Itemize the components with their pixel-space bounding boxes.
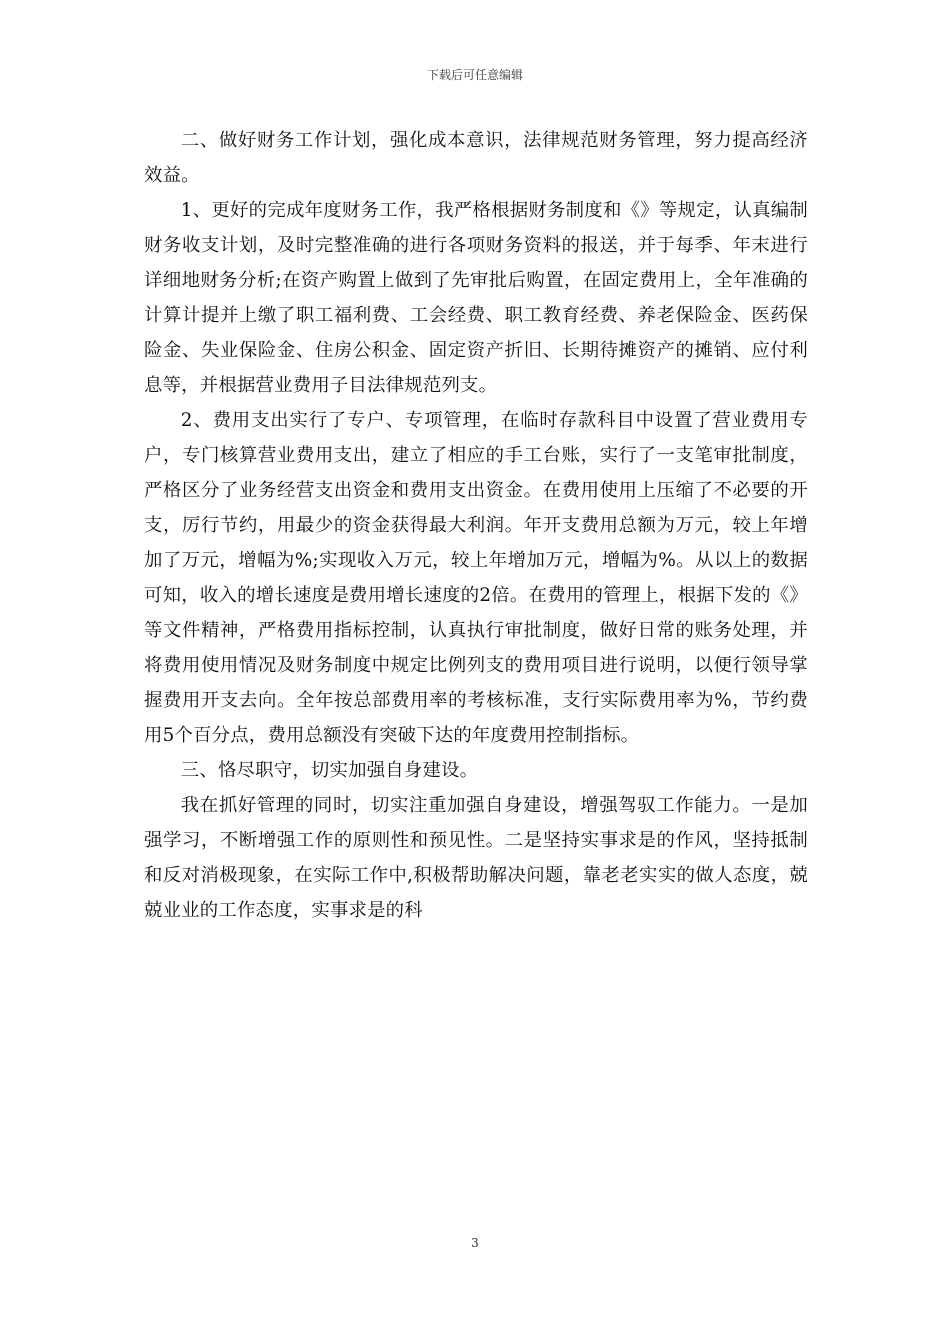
paragraph-item-one: 1、更好的完成年度财务工作，我严格根据财务制度和《》等规定，认真编制财务收支计划，及时完整准确的进行各项财务资料的报送，并于每季、年末进行详细地财务分析;在资产购置上做到了先审批后购置，在固定费用上，全年准确的计算计提并上缴了职工福利费、工会经费、职工教育经费、养老保险金、医药保险金、失业保险金、住房公积金、固定资产折旧、长期待摊资产的摊销、应付利息等，并根据营业费用子目法律规范列支。 bbox=[144, 200, 808, 396]
page-number: 3 bbox=[471, 1236, 479, 1250]
paragraph-section-three-heading: 三、恪尽职守，切实加强自身建设。 bbox=[180, 760, 479, 781]
page-header: 下载后可任意编辑 bbox=[426, 68, 523, 82]
paragraph-item-two: 2、费用支出实行了专户、专项管理，在临时存款科目中设置了营业费用专户，专门核算营业费用支出，建立了相应的手工台账，实行了一支笔审批制度，严格区分了业务经营支出资金和费用支出资金。在费用使用上压缩了不必要的开支，厉行节约，用最少的资金获得最大利润。年开支费用总额为万元，较上年增加了万元，增幅为%;实现收入万元，较上年增加万元，增幅为%。从以上的数据可知，收入的增长速度是费用增长速度的2倍。在费用的管理上，根据下发的《》等文件精神，严格费用指标控制，认真执行审批制度，做好日常的账务处理，并将费用使用情况及财务制度中规定比例列支的费用项目进行说明，以便行领导掌握费用开支去向。全年按总部费用率的考核标准，支行实际费用率为%，节约费用5个百分点，费用总额没有突破下达的年度费用控制指标。 bbox=[144, 410, 808, 746]
paragraph-self-building: 我在抓好管理的同时，切实注重加强自身建设，增强驾驭工作能力。一是加强学习，不断增强工作的原则性和预见性。二是坚持实事求是的作风，坚持抵制和反对消极现象，在实际工作中,积极帮助解决问题，靠老老实实的做人态度，兢兢业业的工作态度，实事求是的科 bbox=[144, 795, 808, 921]
paragraph-section-two-heading: 二、做好财务工作计划，强化成本意识，法律规范财务管理，努力提高经济效益。 bbox=[144, 130, 808, 186]
document-body bbox=[144, 123, 808, 928]
